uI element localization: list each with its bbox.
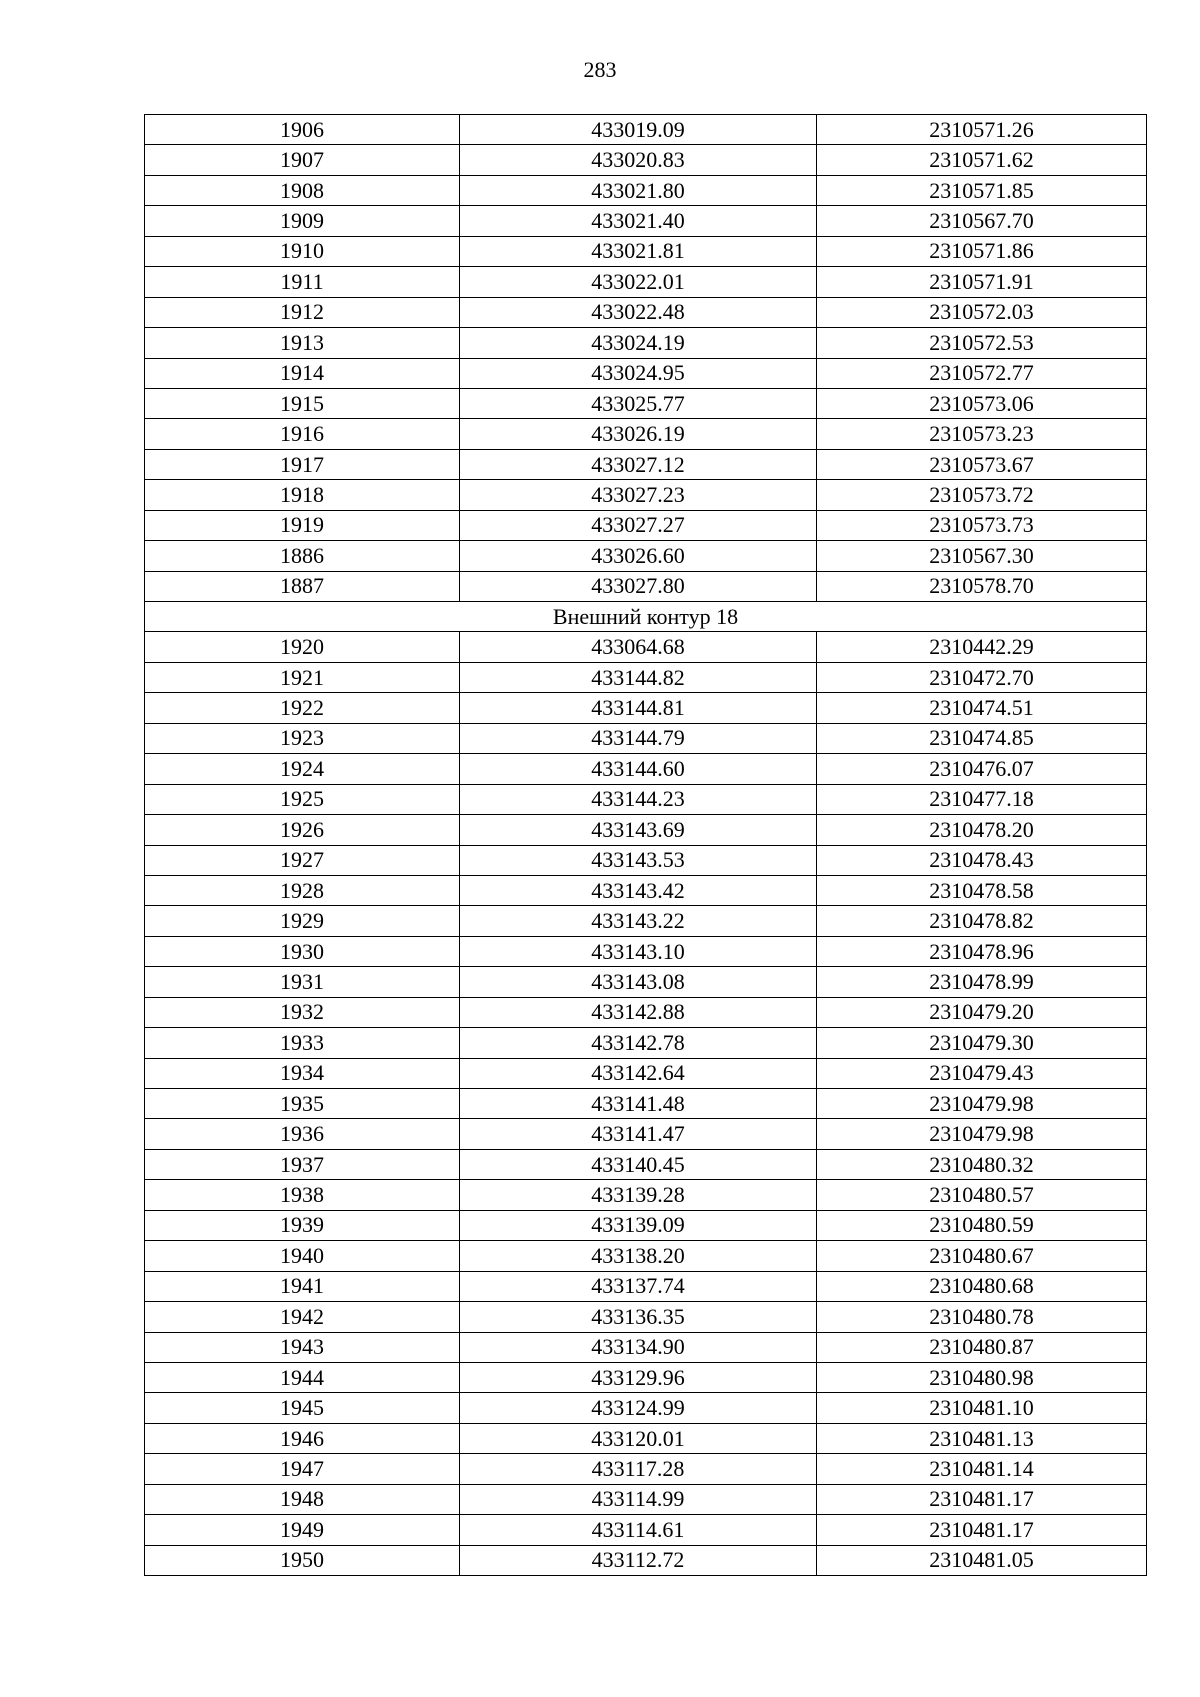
x-coordinate-cell: 433144.23 — [460, 784, 817, 814]
section-header-row — [145, 602, 1147, 632]
x-coordinate-cell: 433129.96 — [460, 1362, 817, 1392]
table-row — [145, 875, 1147, 905]
section-header-cell: Внешний контур 18 — [145, 602, 1147, 632]
x-coordinate-cell: 433022.01 — [460, 267, 817, 297]
point-number-cell: 1922 — [145, 693, 460, 723]
table-row — [145, 967, 1147, 997]
x-coordinate-cell: 433020.83 — [460, 145, 817, 175]
table-row — [145, 906, 1147, 936]
table-row — [145, 419, 1147, 449]
x-coordinate-cell: 433022.48 — [460, 297, 817, 327]
y-coordinate-cell: 2310478.43 — [817, 845, 1147, 875]
y-coordinate-cell: 2310567.30 — [817, 541, 1147, 571]
point-number-cell: 1932 — [145, 997, 460, 1027]
x-coordinate-cell: 433143.53 — [460, 845, 817, 875]
x-coordinate-cell: 433141.48 — [460, 1089, 817, 1119]
point-number-cell: 1929 — [145, 906, 460, 936]
table-row — [145, 815, 1147, 845]
point-number-cell: 1930 — [145, 936, 460, 966]
table-row — [145, 1515, 1147, 1545]
table-row — [145, 1393, 1147, 1423]
y-coordinate-cell: 2310480.32 — [817, 1149, 1147, 1179]
y-coordinate-cell: 2310479.98 — [817, 1119, 1147, 1149]
x-coordinate-cell: 433144.82 — [460, 662, 817, 692]
x-coordinate-cell: 433021.80 — [460, 175, 817, 205]
x-coordinate-cell: 433114.99 — [460, 1484, 817, 1514]
point-number-cell: 1940 — [145, 1241, 460, 1271]
table-row — [145, 510, 1147, 540]
point-number-cell: 1936 — [145, 1119, 460, 1149]
x-coordinate-cell: 433144.60 — [460, 754, 817, 784]
table-row — [145, 936, 1147, 966]
y-coordinate-cell: 2310480.78 — [817, 1302, 1147, 1332]
table-row — [145, 997, 1147, 1027]
table-row — [145, 723, 1147, 753]
point-number-cell: 1934 — [145, 1058, 460, 1088]
y-coordinate-cell: 2310478.96 — [817, 936, 1147, 966]
table-row — [145, 845, 1147, 875]
x-coordinate-cell: 433143.69 — [460, 815, 817, 845]
x-coordinate-cell: 433143.42 — [460, 875, 817, 905]
point-number-cell: 1927 — [145, 845, 460, 875]
point-number-cell: 1944 — [145, 1362, 460, 1392]
table-row — [145, 1210, 1147, 1240]
table-row — [145, 267, 1147, 297]
x-coordinate-cell: 433024.95 — [460, 358, 817, 388]
point-number-cell: 1945 — [145, 1393, 460, 1423]
table-row — [145, 449, 1147, 479]
point-number-cell: 1918 — [145, 480, 460, 510]
table-row — [145, 1089, 1147, 1119]
x-coordinate-cell: 433143.22 — [460, 906, 817, 936]
x-coordinate-cell: 433143.10 — [460, 936, 817, 966]
y-coordinate-cell: 2310472.70 — [817, 662, 1147, 692]
x-coordinate-cell: 433137.74 — [460, 1271, 817, 1301]
coordinates-table — [144, 114, 1147, 1576]
y-coordinate-cell: 2310571.85 — [817, 175, 1147, 205]
table-row — [145, 297, 1147, 327]
x-coordinate-cell: 433144.79 — [460, 723, 817, 753]
table-row — [145, 328, 1147, 358]
x-coordinate-cell: 433019.09 — [460, 115, 817, 145]
y-coordinate-cell: 2310481.14 — [817, 1454, 1147, 1484]
table-row — [145, 1058, 1147, 1088]
y-coordinate-cell: 2310478.82 — [817, 906, 1147, 936]
y-coordinate-cell: 2310480.57 — [817, 1180, 1147, 1210]
x-coordinate-cell: 433027.23 — [460, 480, 817, 510]
page-number: 283 — [583, 57, 617, 82]
table-row — [145, 1362, 1147, 1392]
x-coordinate-cell: 433112.72 — [460, 1545, 817, 1575]
x-coordinate-cell: 433027.80 — [460, 571, 817, 601]
y-coordinate-cell: 2310481.17 — [817, 1484, 1147, 1514]
point-number-cell: 1933 — [145, 1028, 460, 1058]
table-row — [145, 571, 1147, 601]
y-coordinate-cell: 2310481.13 — [817, 1423, 1147, 1453]
point-number-cell: 1919 — [145, 510, 460, 540]
table-row — [145, 1149, 1147, 1179]
table-row — [145, 1271, 1147, 1301]
point-number-cell: 1923 — [145, 723, 460, 753]
table-row — [145, 358, 1147, 388]
point-number-cell: 1914 — [145, 358, 460, 388]
y-coordinate-cell: 2310573.67 — [817, 449, 1147, 479]
point-number-cell: 1887 — [145, 571, 460, 601]
point-number-cell: 1939 — [145, 1210, 460, 1240]
y-coordinate-cell: 2310480.59 — [817, 1210, 1147, 1240]
x-coordinate-cell: 433026.19 — [460, 419, 817, 449]
x-coordinate-cell: 433114.61 — [460, 1515, 817, 1545]
table-row — [145, 1119, 1147, 1149]
x-coordinate-cell: 433140.45 — [460, 1149, 817, 1179]
point-number-cell: 1908 — [145, 175, 460, 205]
y-coordinate-cell: 2310481.05 — [817, 1545, 1147, 1575]
point-number-cell: 1946 — [145, 1423, 460, 1453]
y-coordinate-cell: 2310478.99 — [817, 967, 1147, 997]
table-row — [145, 1241, 1147, 1271]
point-number-cell: 1928 — [145, 875, 460, 905]
y-coordinate-cell: 2310573.72 — [817, 480, 1147, 510]
table-row — [145, 1454, 1147, 1484]
y-coordinate-cell: 2310477.18 — [817, 784, 1147, 814]
table-row — [145, 541, 1147, 571]
table-row — [145, 115, 1147, 145]
y-coordinate-cell: 2310480.98 — [817, 1362, 1147, 1392]
table-row — [145, 1028, 1147, 1058]
y-coordinate-cell: 2310573.23 — [817, 419, 1147, 449]
x-coordinate-cell: 433064.68 — [460, 632, 817, 662]
y-coordinate-cell: 2310571.86 — [817, 236, 1147, 266]
point-number-cell: 1937 — [145, 1149, 460, 1179]
table-row — [145, 1302, 1147, 1332]
table-row — [145, 236, 1147, 266]
point-number-cell: 1917 — [145, 449, 460, 479]
y-coordinate-cell: 2310478.20 — [817, 815, 1147, 845]
x-coordinate-cell: 433143.08 — [460, 967, 817, 997]
y-coordinate-cell: 2310571.62 — [817, 145, 1147, 175]
y-coordinate-cell: 2310571.26 — [817, 115, 1147, 145]
x-coordinate-cell: 433124.99 — [460, 1393, 817, 1423]
table-row — [145, 145, 1147, 175]
y-coordinate-cell: 2310474.85 — [817, 723, 1147, 753]
point-number-cell: 1906 — [145, 115, 460, 145]
point-number-cell: 1948 — [145, 1484, 460, 1514]
point-number-cell: 1950 — [145, 1545, 460, 1575]
table-row — [145, 1180, 1147, 1210]
x-coordinate-cell: 433117.28 — [460, 1454, 817, 1484]
x-coordinate-cell: 433142.64 — [460, 1058, 817, 1088]
y-coordinate-cell: 2310480.67 — [817, 1241, 1147, 1271]
y-coordinate-cell: 2310479.30 — [817, 1028, 1147, 1058]
table-row — [145, 784, 1147, 814]
point-number-cell: 1913 — [145, 328, 460, 358]
y-coordinate-cell: 2310478.58 — [817, 875, 1147, 905]
y-coordinate-cell: 2310480.87 — [817, 1332, 1147, 1362]
point-number-cell: 1916 — [145, 419, 460, 449]
point-number-cell: 1921 — [145, 662, 460, 692]
point-number-cell: 1935 — [145, 1089, 460, 1119]
table-row — [145, 1484, 1147, 1514]
y-coordinate-cell: 2310481.10 — [817, 1393, 1147, 1423]
point-number-cell: 1915 — [145, 388, 460, 418]
x-coordinate-cell: 433136.35 — [460, 1302, 817, 1332]
x-coordinate-cell: 433142.88 — [460, 997, 817, 1027]
x-coordinate-cell: 433139.28 — [460, 1180, 817, 1210]
y-coordinate-cell: 2310571.91 — [817, 267, 1147, 297]
y-coordinate-cell: 2310572.53 — [817, 328, 1147, 358]
point-number-cell: 1938 — [145, 1180, 460, 1210]
point-number-cell: 1941 — [145, 1271, 460, 1301]
y-coordinate-cell: 2310479.20 — [817, 997, 1147, 1027]
y-coordinate-cell: 2310573.06 — [817, 388, 1147, 418]
x-coordinate-cell: 433021.40 — [460, 206, 817, 236]
point-number-cell: 1947 — [145, 1454, 460, 1484]
point-number-cell: 1943 — [145, 1332, 460, 1362]
y-coordinate-cell: 2310479.43 — [817, 1058, 1147, 1088]
table-row — [145, 206, 1147, 236]
x-coordinate-cell: 433120.01 — [460, 1423, 817, 1453]
table-row — [145, 480, 1147, 510]
point-number-cell: 1912 — [145, 297, 460, 327]
point-number-cell: 1920 — [145, 632, 460, 662]
point-number-cell: 1925 — [145, 784, 460, 814]
table-row — [145, 1332, 1147, 1362]
x-coordinate-cell: 433141.47 — [460, 1119, 817, 1149]
x-coordinate-cell: 433025.77 — [460, 388, 817, 418]
point-number-cell: 1924 — [145, 754, 460, 784]
table-row — [145, 693, 1147, 723]
table-row — [145, 175, 1147, 205]
point-number-cell: 1909 — [145, 206, 460, 236]
y-coordinate-cell: 2310573.73 — [817, 510, 1147, 540]
x-coordinate-cell: 433134.90 — [460, 1332, 817, 1362]
x-coordinate-cell: 433138.20 — [460, 1241, 817, 1271]
x-coordinate-cell: 433144.81 — [460, 693, 817, 723]
point-number-cell: 1949 — [145, 1515, 460, 1545]
table-row — [145, 632, 1147, 662]
y-coordinate-cell: 2310479.98 — [817, 1089, 1147, 1119]
x-coordinate-cell: 433026.60 — [460, 541, 817, 571]
y-coordinate-cell: 2310476.07 — [817, 754, 1147, 784]
x-coordinate-cell: 433142.78 — [460, 1028, 817, 1058]
point-number-cell: 1907 — [145, 145, 460, 175]
point-number-cell: 1911 — [145, 267, 460, 297]
y-coordinate-cell: 2310572.77 — [817, 358, 1147, 388]
x-coordinate-cell: 433139.09 — [460, 1210, 817, 1240]
y-coordinate-cell: 2310442.29 — [817, 632, 1147, 662]
y-coordinate-cell: 2310572.03 — [817, 297, 1147, 327]
y-coordinate-cell: 2310480.68 — [817, 1271, 1147, 1301]
table-row — [145, 754, 1147, 784]
table-row — [145, 1423, 1147, 1453]
table-row — [145, 662, 1147, 692]
y-coordinate-cell: 2310578.70 — [817, 571, 1147, 601]
point-number-cell: 1942 — [145, 1302, 460, 1332]
point-number-cell: 1910 — [145, 236, 460, 266]
table-row — [145, 1545, 1147, 1575]
y-coordinate-cell: 2310481.17 — [817, 1515, 1147, 1545]
x-coordinate-cell: 433027.12 — [460, 449, 817, 479]
point-number-cell: 1931 — [145, 967, 460, 997]
y-coordinate-cell: 2310474.51 — [817, 693, 1147, 723]
point-number-cell: 1926 — [145, 815, 460, 845]
x-coordinate-cell: 433024.19 — [460, 328, 817, 358]
table-row — [145, 388, 1147, 418]
x-coordinate-cell: 433021.81 — [460, 236, 817, 266]
y-coordinate-cell: 2310567.70 — [817, 206, 1147, 236]
coordinates-table-body — [145, 115, 1147, 1576]
x-coordinate-cell: 433027.27 — [460, 510, 817, 540]
point-number-cell: 1886 — [145, 541, 460, 571]
